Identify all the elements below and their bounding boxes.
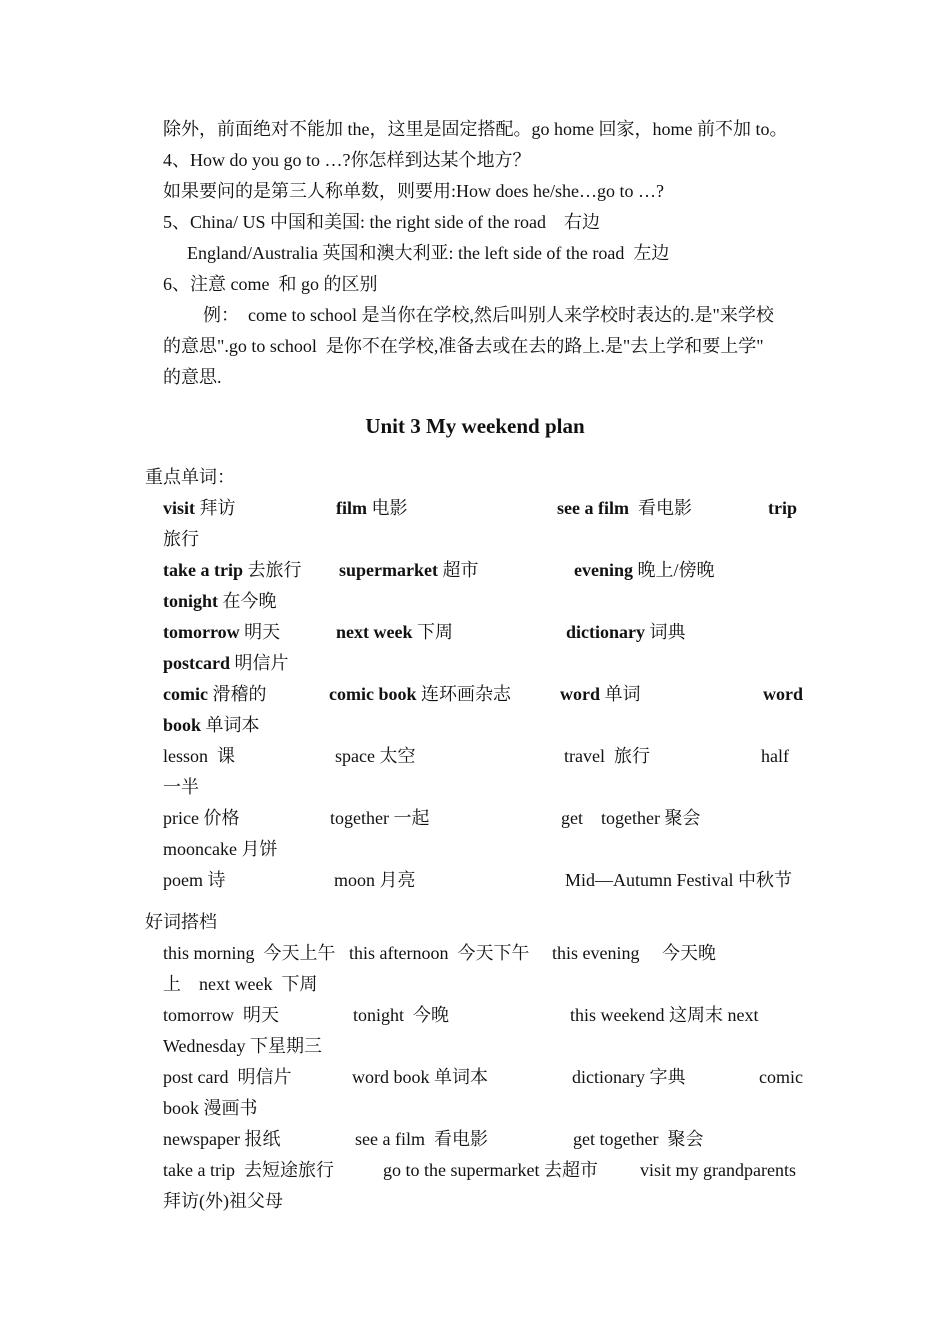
note-line: 的意思".go to school 是你不在学校,准备去或在去的路上.是"去上学和要上学"	[163, 336, 764, 356]
unit-title: Unit 3 My weekend plan	[365, 414, 585, 438]
vocab-item: get together 聚会	[561, 808, 701, 828]
note-line: 例： come to school 是当你在学校,然后叫别人来学校时表达的.是"来学校	[203, 305, 774, 325]
key-words-heading: 重点单词：	[145, 467, 235, 487]
phrase-item: Wednesday 下星期三	[163, 1036, 323, 1056]
vocab-item: comic book 连环画杂志	[329, 684, 511, 704]
phrase-item: 拜访(外)祖父母	[163, 1191, 283, 1211]
vocab-item: 一半	[163, 777, 199, 797]
note-line: 的意思.	[163, 367, 222, 387]
note-line: 如果要问的是第三人称单数，则要用:How does he/she…go to …?	[163, 181, 664, 201]
phrase-line: 上 next week 下周	[163, 974, 318, 994]
vocab-item: moon 月亮	[334, 870, 416, 890]
phrase-item: tomorrow 明天	[163, 1005, 279, 1025]
phrase-line: this morning 今天上午 this afternoon 今天下午 this evening 今天晚	[163, 943, 716, 963]
phrase-item: visit my grandparents	[640, 1160, 796, 1180]
vocab-item: Mid—Autumn Festival 中秋节	[565, 870, 793, 890]
note-line: 除外，前面绝对不能加 the，这里是固定搭配。go home 回家，home 前不加 to。	[163, 119, 788, 139]
vocab-item: film 电影	[336, 498, 408, 518]
phrase-item: newspaper 报纸	[163, 1129, 281, 1149]
vocab-item: word	[763, 684, 803, 704]
phrase-item: comic	[759, 1067, 803, 1087]
vocab-item: visit 拜访	[163, 498, 236, 518]
vocab-item: postcard 明信片	[163, 653, 289, 673]
vocab-item: dictionary 词典	[566, 622, 686, 642]
vocab-item: supermarket 超市	[339, 560, 479, 580]
vocab-item: trip	[768, 498, 797, 518]
vocab-item: tonight 在今晚	[163, 591, 277, 611]
vocab-item: together 一起	[330, 808, 430, 828]
vocab-item: lesson 课	[163, 746, 235, 766]
vocab-item: price 价格	[163, 808, 240, 828]
phrase-item: tonight 今晚	[353, 1005, 450, 1025]
phrase-item: word book 单词本	[352, 1067, 488, 1087]
phrase-item: book 漫画书	[163, 1098, 258, 1118]
phrase-item: this weekend 这周末 next	[570, 1005, 759, 1025]
vocab-item: travel 旅行	[564, 746, 650, 766]
phrase-item: dictionary 字典	[572, 1067, 686, 1087]
phrase-item: see a film 看电影	[355, 1129, 488, 1149]
phrase-item: take a trip 去短途旅行	[163, 1160, 334, 1180]
vocab-item: word 单词	[560, 684, 641, 704]
note-line: 4、How do you go to …?你怎样到达某个地方？	[163, 150, 531, 170]
vocab-item: evening 晚上/傍晚	[574, 560, 715, 580]
vocab-item: space 太空	[335, 746, 416, 766]
vocab-item: mooncake 月饼	[163, 839, 278, 859]
vocab-item: tomorrow 明天	[163, 622, 281, 642]
vocab-item: next week 下周	[336, 622, 453, 642]
phrase-item: go to the supermarket 去超市	[383, 1160, 598, 1180]
vocab-item: take a trip 去旅行	[163, 560, 302, 580]
vocab-item: see a film 看电影	[557, 498, 692, 518]
phrase-item: post card 明信片	[163, 1067, 292, 1087]
note-line: 5、China/ US 中国和美国: the right side of the road 右边	[163, 212, 600, 232]
phrase-item: get together 聚会	[573, 1129, 704, 1149]
vocab-item: 旅行	[163, 529, 199, 549]
vocab-item: comic 滑稽的	[163, 684, 267, 704]
vocab-item: poem 诗	[163, 870, 226, 890]
phrases-heading: 好词搭档	[145, 912, 217, 932]
note-line: 6、注意 come 和 go 的区别	[163, 274, 378, 294]
vocab-item: half	[761, 746, 789, 766]
note-line: England/Australia 英国和澳大利亚: the left side of the road 左边	[187, 243, 670, 263]
vocab-item: book 单词本	[163, 715, 260, 735]
